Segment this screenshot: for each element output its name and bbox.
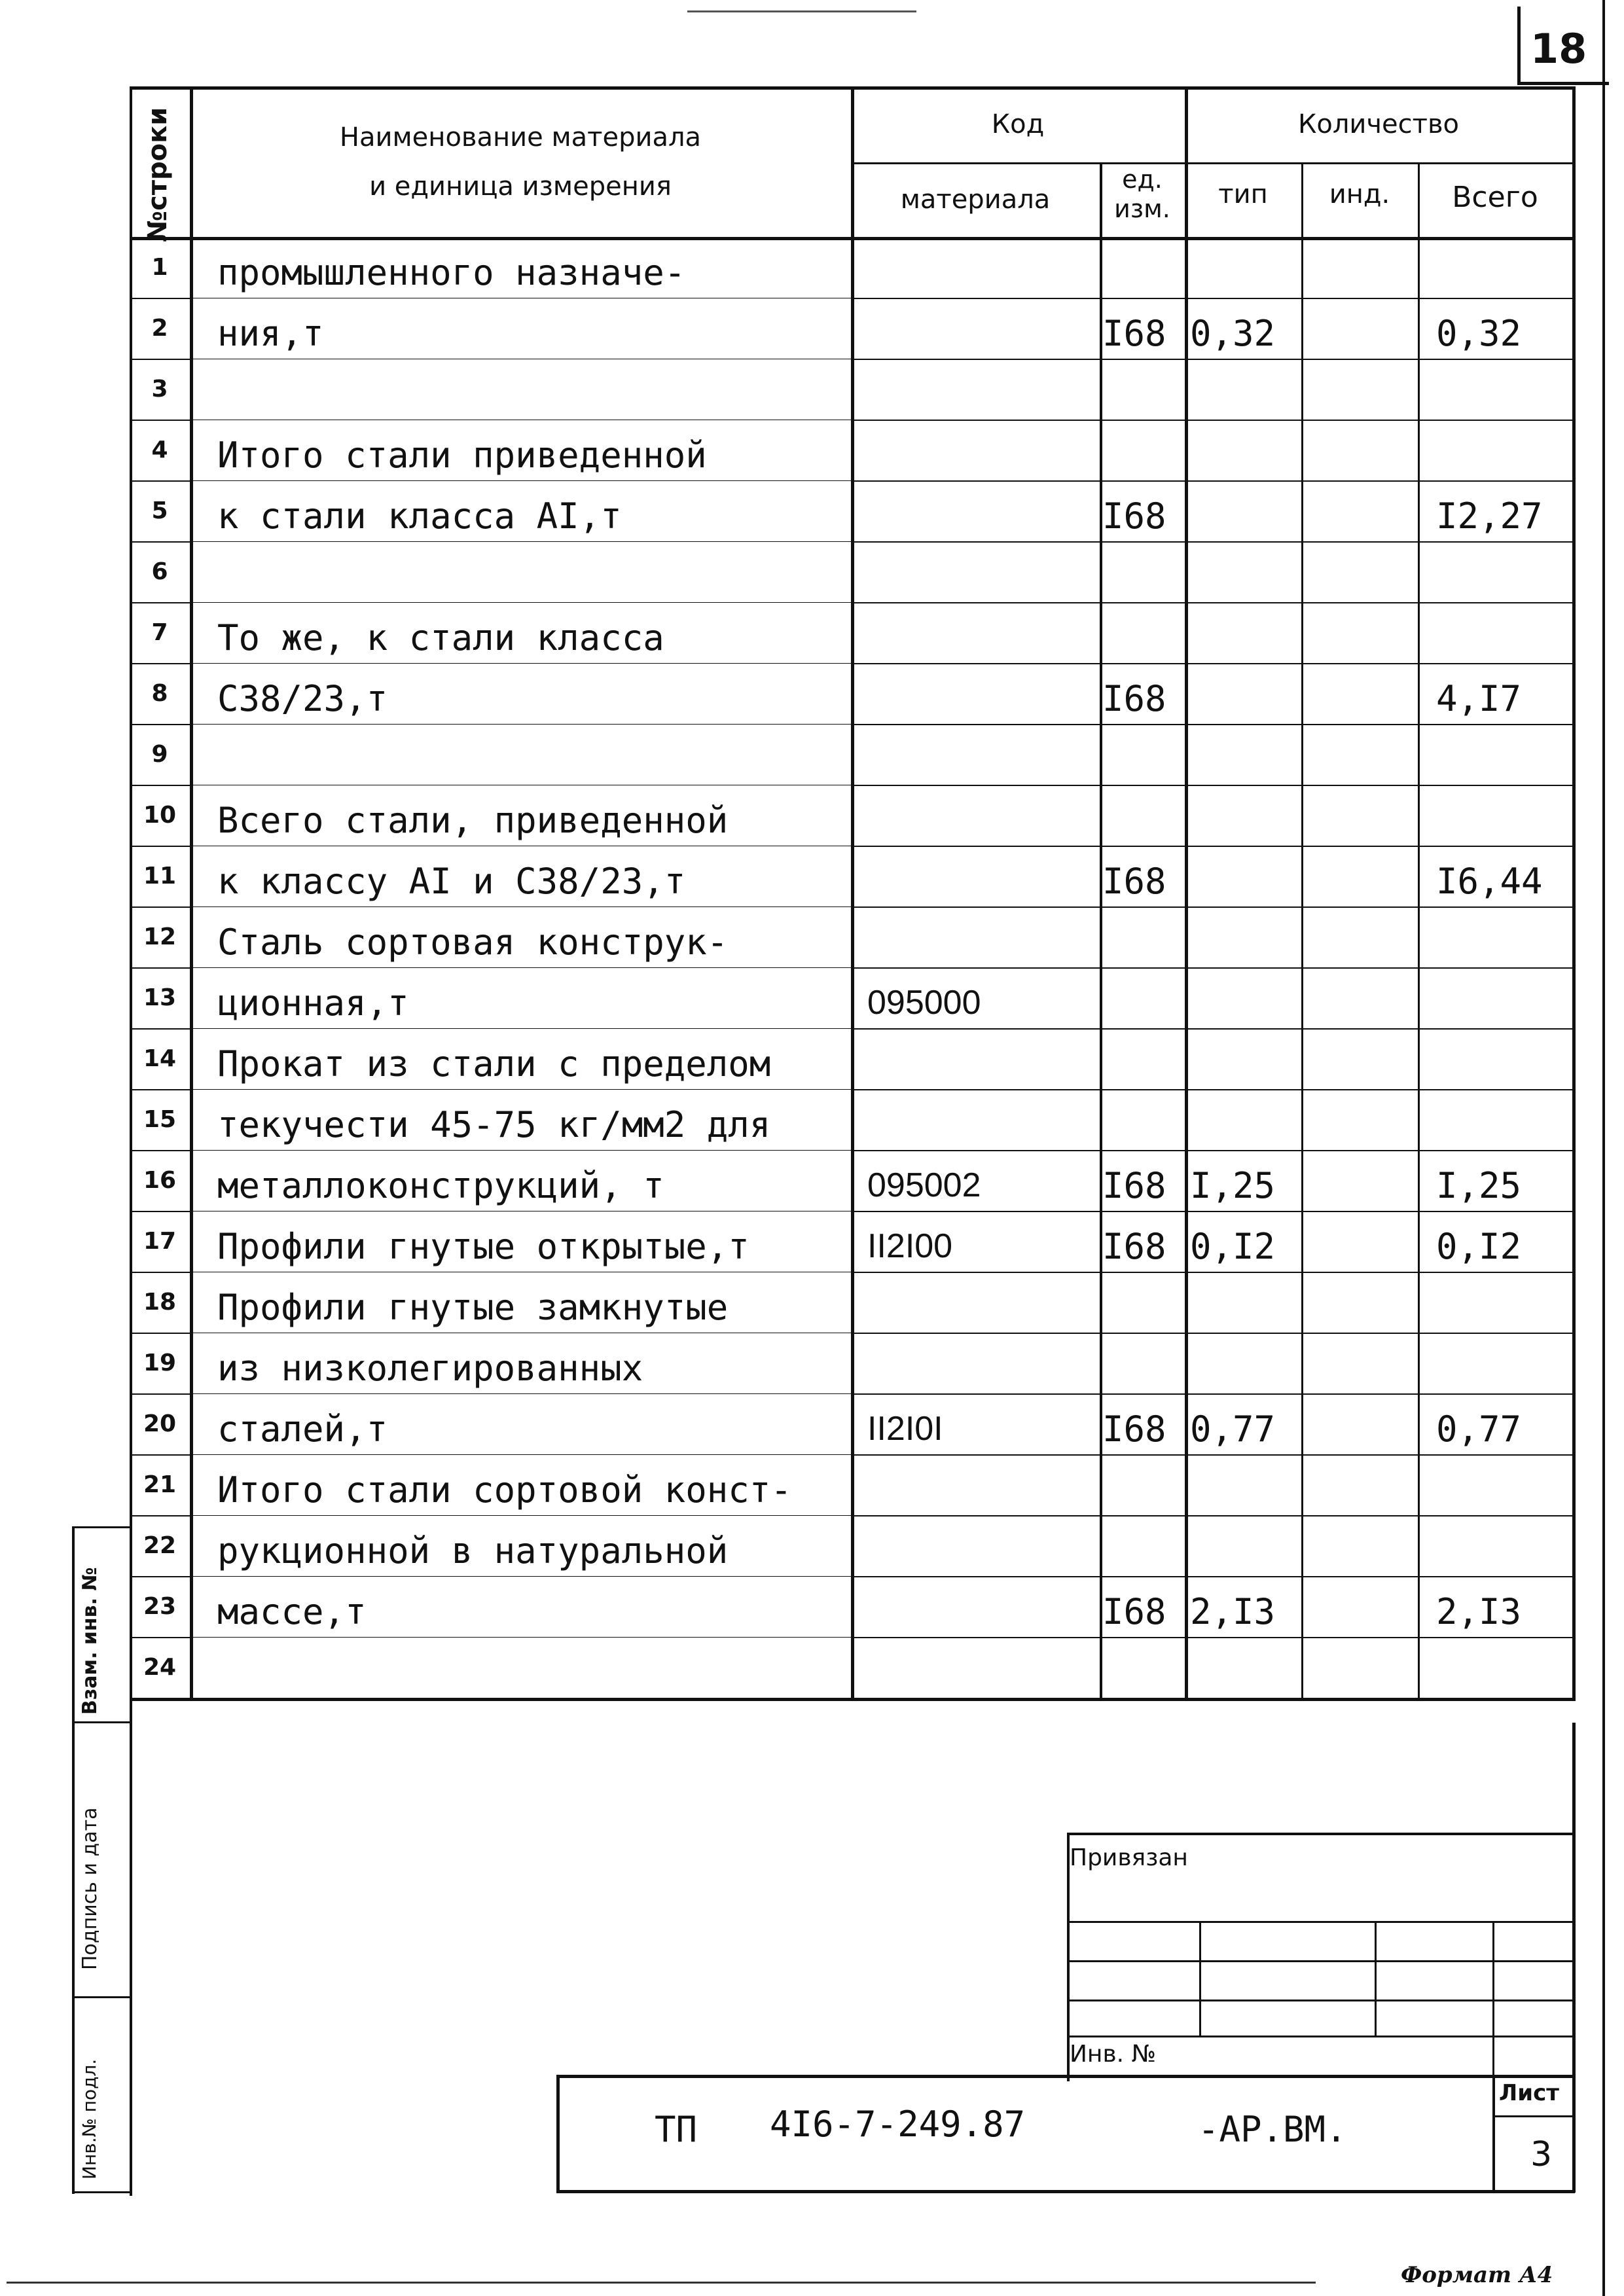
stamp-privyazan: Привязан (1070, 1844, 1188, 1871)
row-num-divider (130, 1150, 190, 1151)
row-number: 10 (143, 802, 177, 829)
row-divider (851, 1150, 1572, 1151)
qty-type-value: 0,32 (1190, 313, 1276, 354)
row-number: 5 (151, 497, 168, 524)
page-number-box-bottom (1517, 82, 1609, 85)
page-number-box-left (1517, 7, 1521, 85)
col-divider-unit (1100, 162, 1102, 1698)
side-strip-top (72, 1526, 131, 1528)
row-number: 22 (143, 1532, 177, 1559)
stamp-prefix: ТП (655, 2109, 698, 2150)
header-qty-total: Всего (1452, 181, 1538, 215)
row-divider-name (190, 1393, 851, 1394)
row-divider (851, 602, 1572, 603)
row-divider (851, 663, 1572, 664)
header-qty-type: тип (1218, 179, 1268, 209)
row-number: 24 (143, 1654, 177, 1681)
row-num-divider (130, 1333, 190, 1334)
row-divider-name (190, 1454, 851, 1455)
row-num-divider (130, 1576, 190, 1577)
row-num-divider (130, 846, 190, 847)
row-divider-name (190, 1576, 851, 1577)
row-num-divider (130, 663, 190, 664)
material-name: промышленного назначе- (217, 252, 686, 293)
unit-code: I68 (1102, 1591, 1166, 1632)
side-strip-div2 (72, 1996, 131, 1998)
stamp-doc-number: 4I6-7-249.87 (770, 2104, 1026, 2145)
row-num-divider (130, 906, 190, 908)
title-block-bottom (556, 2190, 1575, 2193)
row-divider (851, 906, 1572, 908)
qty-total-value: 0,77 (1436, 1408, 1522, 1450)
bottom-line (7, 2282, 1316, 2284)
row-num-divider (130, 1637, 190, 1638)
qty-total-value: 4,I7 (1436, 678, 1522, 719)
row-num-divider (130, 1089, 190, 1090)
privyazan-col1 (1199, 1921, 1201, 2036)
row-number: 1 (151, 254, 168, 281)
row-divider (851, 1393, 1572, 1395)
material-name: Итого стали приведенной (217, 435, 707, 476)
title-block-left (556, 2075, 560, 2193)
col-divider-code (851, 86, 854, 1698)
row-divider-name (190, 1028, 851, 1029)
col-divider-qty (1185, 86, 1188, 1698)
row-divider (851, 1028, 1572, 1030)
unit-code: I68 (1102, 313, 1166, 354)
row-number: 23 (143, 1593, 177, 1620)
material-name: ния,т (217, 313, 324, 354)
material-code: 095002 (867, 1166, 981, 1204)
row-divider (851, 1089, 1572, 1090)
header-group-divider (851, 162, 1572, 164)
row-divider (851, 846, 1572, 847)
row-number: 12 (143, 924, 177, 950)
row-num-divider (130, 602, 190, 603)
side-strip-bottom (72, 2191, 131, 2193)
row-divider-name (190, 1637, 851, 1638)
material-name: к стали класса AI,т (217, 495, 622, 537)
material-code: 095000 (867, 984, 981, 1022)
row-divider (851, 1576, 1572, 1577)
privyazan-row3 (1067, 2000, 1572, 2001)
privyazan-row2 (1067, 1960, 1572, 1962)
row-num-divider (130, 420, 190, 421)
row-num-divider (130, 1454, 190, 1456)
header-unit-line1: ед. (1122, 165, 1163, 194)
row-number: 11 (143, 863, 177, 889)
row-divider (851, 1637, 1572, 1638)
row-divider-name (190, 1150, 851, 1151)
material-name: Профили гнутые замкнутые (217, 1287, 729, 1328)
header-name-line1: Наименование материала (339, 122, 702, 152)
privyazan-col3 (1492, 1921, 1494, 2078)
qty-total-value: I,25 (1436, 1165, 1522, 1206)
stamp-inv-no: Инв. № (1070, 2041, 1157, 2068)
row-num-divider (130, 1393, 190, 1395)
side-strip-div1 (72, 1721, 131, 1723)
stamp-sheet-label: Лист (1499, 2080, 1559, 2106)
material-code: II2I00 (867, 1227, 953, 1265)
material-code: II2I0I (867, 1410, 943, 1448)
row-number: 2 (151, 315, 168, 342)
unit-code: I68 (1102, 495, 1166, 537)
qty-total-value: 2,I3 (1436, 1591, 1522, 1632)
header-code: Код (991, 109, 1045, 139)
unit-code: I68 (1102, 1226, 1166, 1267)
qty-total-value: 0,I2 (1436, 1226, 1522, 1267)
row-num-divider (130, 1272, 190, 1273)
sheet-col-left (1492, 2075, 1495, 2193)
row-number: 20 (143, 1410, 177, 1437)
row-num-divider (130, 967, 190, 969)
unit-code: I68 (1102, 1408, 1166, 1450)
material-name: Всего стали, приведенной (217, 800, 729, 841)
table-bottom-border (130, 1698, 1575, 1701)
side-label-vzam: Взам. инв. № (79, 1567, 101, 1715)
row-divider-name (190, 724, 851, 725)
row-num-divider (130, 724, 190, 725)
material-name: массе,т (217, 1591, 367, 1632)
row-number: 8 (151, 680, 168, 707)
row-num-divider (130, 359, 190, 360)
row-number: 9 (151, 741, 168, 768)
frame-right (1602, 0, 1605, 2296)
row-divider (851, 480, 1572, 482)
unit-code: I68 (1102, 1165, 1166, 1206)
row-divider (851, 1333, 1572, 1334)
col-divider-total (1418, 162, 1420, 1698)
material-name: То же, к стали класса (217, 617, 664, 658)
header-unit-line2: изм. (1114, 194, 1170, 224)
privyazan-row1 (1067, 1921, 1572, 1923)
row-divider-name (190, 663, 851, 664)
page-number: 18 (1530, 25, 1587, 73)
row-divider-name (190, 480, 851, 481)
material-name: ционная,т (217, 982, 409, 1024)
row-divider (851, 1211, 1572, 1212)
header-name-line2: и единица измерения (369, 171, 672, 202)
row-divider (851, 359, 1572, 360)
row-divider-name (190, 1089, 851, 1090)
row-divider (851, 967, 1572, 969)
material-name: рукционной в натуральной (217, 1530, 729, 1571)
table-left-border (130, 86, 132, 1701)
material-name: Итого стали сортовой конст- (217, 1469, 792, 1511)
frame-top-mark (687, 10, 916, 12)
row-num-divider (130, 480, 190, 482)
material-name: Профили гнутые открытые,т (217, 1226, 749, 1267)
privyazan-top (1067, 1833, 1572, 1835)
sheet-divider (1492, 2115, 1572, 2117)
row-number: 4 (151, 437, 168, 463)
frame-right-lower (1572, 1723, 1576, 2193)
qty-total-value: I2,27 (1436, 495, 1543, 537)
row-divider (851, 724, 1572, 725)
stamp-sheet-number: 3 (1530, 2135, 1553, 2174)
header-qty-ind: инд. (1329, 179, 1390, 209)
row-divider-name (190, 541, 851, 542)
unit-code: I68 (1102, 678, 1166, 719)
material-name: металлоконструкций, т (217, 1165, 664, 1206)
privyazan-row4 (1067, 2036, 1572, 2037)
row-divider-name (190, 906, 851, 907)
row-number: 17 (143, 1228, 177, 1255)
row-number: 14 (143, 1045, 177, 1072)
qty-type-value: 0,77 (1190, 1408, 1276, 1450)
qty-type-value: I,25 (1190, 1165, 1276, 1206)
row-divider (851, 298, 1572, 299)
header-quantity: Количество (1297, 109, 1459, 139)
privyazan-col2 (1375, 1921, 1377, 2036)
row-number: 15 (143, 1106, 177, 1133)
row-num-divider (130, 1515, 190, 1516)
row-divider (851, 420, 1572, 421)
row-number: 3 (151, 376, 168, 403)
row-divider (851, 1515, 1572, 1516)
row-divider-name (190, 602, 851, 603)
row-number: 16 (143, 1167, 177, 1194)
unit-code: I68 (1102, 861, 1166, 902)
row-number: 19 (143, 1350, 177, 1376)
row-num-divider (130, 1028, 190, 1030)
material-name: Прокат из стали с пределом (217, 1043, 771, 1085)
row-divider-name (190, 1515, 851, 1516)
row-divider-name (190, 967, 851, 968)
qty-type-value: 2,I3 (1190, 1591, 1276, 1632)
side-label-inv-podl: Инв.№ подл. (79, 2058, 100, 2179)
col-divider-ind (1301, 162, 1303, 1698)
row-divider (851, 1272, 1572, 1273)
qty-total-value: I6,44 (1436, 861, 1543, 902)
row-num-divider (130, 541, 190, 543)
col-divider-name (190, 86, 193, 1698)
qty-type-value: 0,I2 (1190, 1226, 1276, 1267)
frame-left-lower (130, 1701, 132, 2196)
row-divider (851, 541, 1572, 543)
side-label-podpis: Подпись и дата (79, 1807, 101, 1970)
table-right-border (1572, 86, 1576, 1701)
row-number: 13 (143, 984, 177, 1011)
material-name: сталей,т (217, 1408, 388, 1450)
header-code-material: материала (900, 185, 1051, 215)
row-num-divider (130, 1211, 190, 1212)
stamp-suffix: -АР.ВМ. (1198, 2109, 1347, 2150)
side-strip-left (72, 1526, 75, 2194)
material-name: Сталь сортовая конструк- (217, 922, 729, 963)
format-label: Формат А4 (1401, 2262, 1553, 2288)
row-number: 6 (151, 558, 168, 585)
header-row-number: №строки (143, 107, 173, 242)
material-name: текучести 45-75 кг/мм2 для (217, 1104, 771, 1145)
row-number: 21 (143, 1471, 177, 1498)
row-num-divider (130, 298, 190, 299)
row-divider (851, 785, 1572, 786)
row-num-divider (130, 785, 190, 786)
title-block-top (556, 2075, 1572, 2078)
material-name: С38/23,т (217, 678, 388, 719)
row-divider (851, 1454, 1572, 1456)
material-name: из низколегированных (217, 1348, 643, 1389)
material-name: к классу AI и С38/23,т (217, 861, 686, 902)
row-number: 18 (143, 1289, 177, 1316)
qty-total-value: 0,32 (1436, 313, 1522, 354)
row-number: 7 (151, 619, 168, 646)
